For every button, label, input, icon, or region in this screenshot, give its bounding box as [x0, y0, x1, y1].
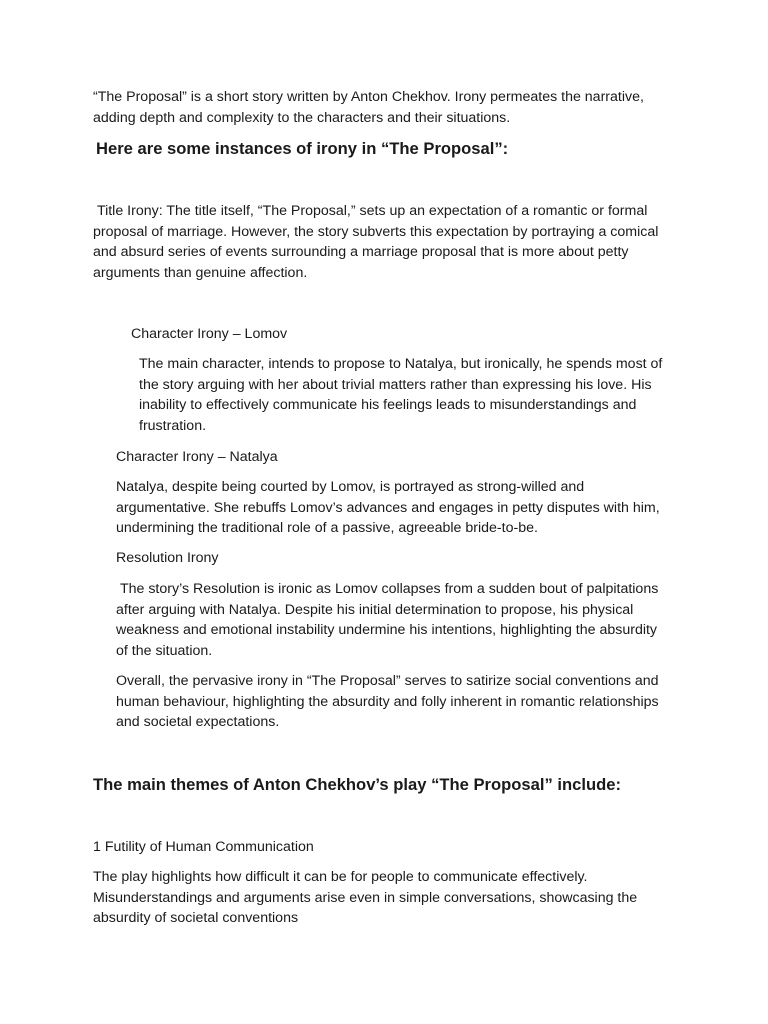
lomov-paragraph: The main character, intends to propose to Natalya, but ironically, he spends most of the story arguing with her about trivial matters rather than expressing his love. His inability to effectively communicate his feelings leads to misunderstandings and frustration. — [139, 356, 663, 434]
intro-paragraph: “The Proposal” is a short story written by Anton Chekhov. Irony permeates the narrative, adding depth and complexity to the characters and their situations. — [93, 89, 644, 126]
theme1-paragraph: The play highlights how difficult it can be for people to communicate effectively. Misunderstandings and arguments arise even in simple conversations, showcasing the absurdity of societal conventions — [93, 869, 638, 927]
natalya-paragraph: Natalya, despite being courted by Lomov, is portrayed as strong-willed and argumentative. She rebuffs Lomov’s advances and engages in petty disputes with him, undermining the traditional role of a passive, agreeable bride-to-be. — [116, 479, 660, 537]
themes-heading: The main themes of Anton Chekhov’s play “The Proposal” include: — [93, 775, 622, 794]
resolution-label: Resolution Irony — [116, 550, 219, 566]
irony-heading: Here are some instances of irony in “The Proposal”: — [96, 139, 509, 158]
lomov-label: Character Irony – Lomov — [131, 326, 288, 342]
theme1-label: 1 Futility of Human Communication — [93, 839, 314, 855]
title-irony-paragraph: Title Irony: The title itself, “The Proposal,” sets up an expectation of a romantic or formal proposal of marriage. However, the story subverts this expectation by portraying a comical and absurd series of events surrounding a marriage proposal that is more about petty arguments than genuine affection. — [93, 203, 663, 281]
resolution-paragraph: The story’s Resolution is ironic as Lomov collapses from a sudden bout of palpitations after arguing with Natalya. Despite his initial determination to propose, his physical weakness and emotional instability undermine his intentions, highlighting the absurdity of the situation. — [116, 581, 663, 659]
natalya-label: Character Irony – Natalya — [116, 449, 278, 465]
overall-paragraph: Overall, the pervasive irony in “The Proposal” serves to satirize social conventions and human behaviour, highlighting the absurdity and folly inherent in romantic relationships and societal expectations. — [116, 673, 659, 731]
